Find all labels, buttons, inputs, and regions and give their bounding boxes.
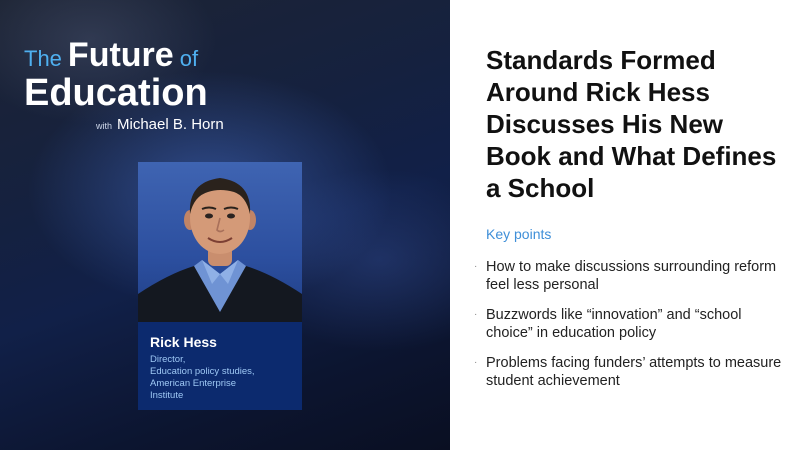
key-points-list (474, 258, 790, 402)
host-name: Michael B. Horn (117, 116, 224, 133)
key-point-text: Buzzwords like “innovation” and “school choice” in education policy (486, 307, 742, 341)
bullet-icon: · (474, 357, 478, 368)
key-points-heading: Key points (486, 226, 552, 242)
list-item (474, 306, 790, 342)
guest-role-line: Education policy studies, (150, 366, 255, 377)
logo-of: of (179, 46, 199, 71)
key-point-text: Problems facing funders’ attempts to measure student achievement (486, 355, 782, 389)
logo-the: The (24, 46, 62, 71)
episode-title: Standards Formed Around Rick Hess Discusses His New Book and What Defines a School (486, 45, 777, 203)
list-item (474, 258, 790, 294)
guest-info (138, 322, 302, 410)
logo-education: Education (24, 72, 208, 114)
bullet-icon: · (474, 261, 478, 272)
guest-role-line: American Enterprise (150, 378, 237, 389)
guest-role-line: Institute (150, 390, 184, 401)
guest-name: Rick Hess (150, 334, 217, 350)
episode-panel (450, 0, 800, 450)
logo-future: Future (67, 36, 174, 74)
list-item (474, 354, 790, 390)
bullet-icon: · (474, 309, 478, 320)
host-credit (96, 116, 224, 133)
key-point-text: How to make discussions surrounding reform feel less personal (486, 259, 777, 293)
guest-portrait-illustration (138, 162, 302, 322)
guest-role-line: Director, (150, 354, 186, 365)
host-with-label: with (96, 121, 113, 131)
guest-card (138, 162, 302, 410)
guest-photo (138, 162, 302, 322)
podcast-logo (24, 38, 208, 112)
guest-role (150, 354, 290, 402)
